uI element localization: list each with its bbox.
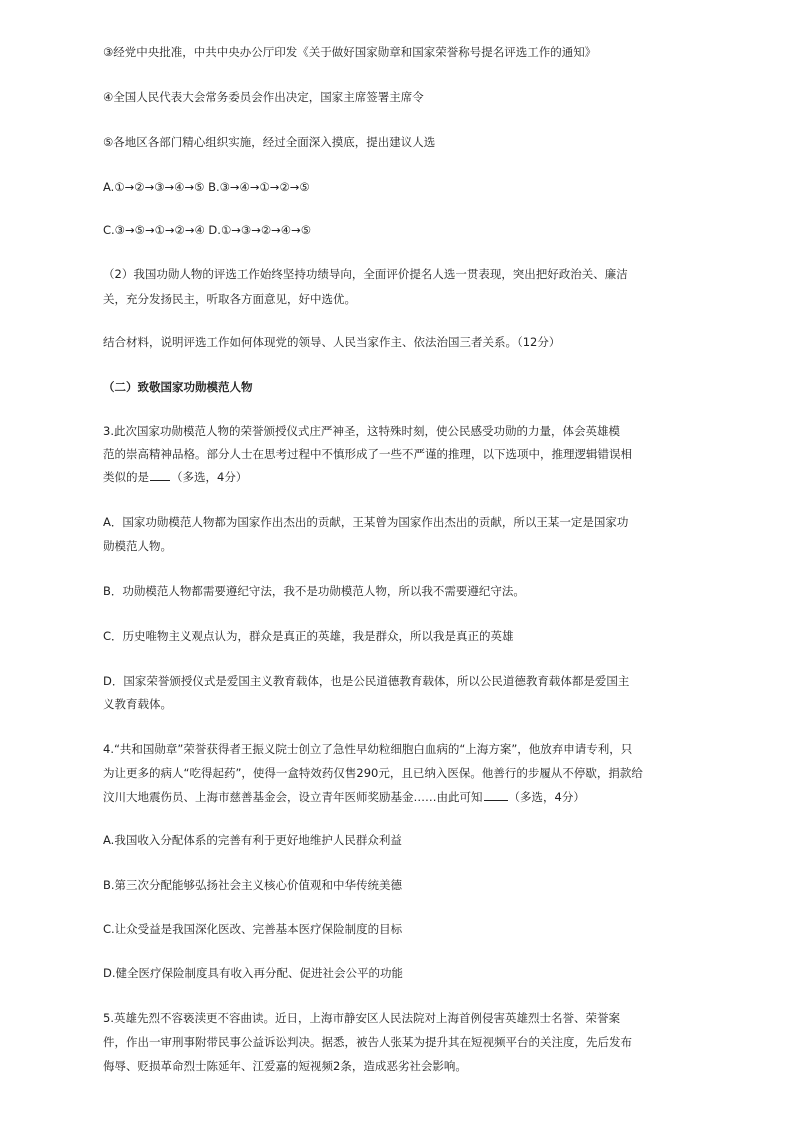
q3-stem-line-3 [103, 469, 703, 485]
q5-stem-line-1: 5.英雄先烈不容亵渎更不容曲读。近日，上海市静安区人民法院对上海首例侵害英雄烈士名誉、荣誉案 [103, 1011, 620, 1025]
answer-options-ab: A.①→②→③→④→⑤ B.③→④→①→②→⑤ [103, 180, 310, 194]
q3-option-d-line-2: 义教育载体。 [103, 697, 172, 711]
q4-option-a: A.我国收入分配体系的完善有利于更好地维护人民群众利益 [103, 833, 402, 847]
q4-stem-line-2: 为让更多的病人“吃得起药”，使得一盒特效药仅售290元，且已纳入医保。他善行的步履从不停歇，捐款给 [103, 766, 643, 780]
q4-option-d: D.健全医疗保险制度具有收入再分配、促进社会公平的功能 [103, 966, 404, 980]
option-item-5: ⑤各地区各部门精心组织实施，经过全面深入摸底，提出建议人选 [103, 135, 436, 149]
answer-options-cd: C.③→⑤→①→②→④ D.①→③→②→④→⑤ [103, 223, 312, 237]
q3-option-c: C．历史唯物主义观点认为，群众是真正的英雄，我是群众，所以我是真正的英雄 [103, 629, 514, 643]
q5-stem-line-3: 侮辱、贬损革命烈士陈延年、江爱嘉的短视频2条，造成恶劣社会影响。 [103, 1059, 467, 1073]
q4-stem-line-1: 4.“共和国勋章”荣誉获得者王振义院士创立了急性早幼粒细胞白血病的“上海方案”，他放弃申请专利，只 [103, 742, 633, 756]
q4-option-b: B.第三次分配能够弘扬社会主义核心价值观和中华传统美德 [103, 878, 403, 892]
q3-stem-text: 类似的是 [103, 470, 149, 484]
q2-material-line-2: 关，充分发扬民主，听取各方面意见，好中选优。 [103, 292, 356, 306]
q2-prompt: 结合材料，说明评选工作如何体现党的领导、人民当家作主、依法治国三者关系。（12分） [103, 335, 561, 349]
option-item-4: ④全国人民代表大会常务委员会作出决定，国家主席签署主席令 [103, 90, 424, 104]
q2-material-line-1: （2）我国功勋人物的评选工作始终坚持功绩导向，全面评价提名人选一贯表现，突出把好政治关、廉洁 [103, 267, 628, 281]
q3-option-a-line-1: A．国家功勋模范人物都为国家作出杰出的贡献，王某曾为国家作出杰出的贡献，所以王某一定是国家功 [103, 515, 629, 529]
q4-stem-note: （多选，4分） [508, 790, 585, 804]
q3-option-d-line-1: D．国家荣誉颁授仪式是爱国主义教育载体，也是公民道德教育载体，所以公民道德教育载体都是爱国主 [103, 674, 630, 688]
q5-stem-line-2: 件，作出一审刑事附带民事公益诉讼判决。据悉，被告人张某为提升其在短视频平台的关注度，先后发布 [103, 1035, 632, 1049]
q3-option-a-line-2: 勋模范人物。 [103, 539, 172, 553]
q3-stem-line-2: 范的崇高精神品格。部分人士在思考过程中不慎形成了一些不严谨的推理，以下选项中，推理逻辑错误相 [103, 447, 632, 461]
q4-option-c: C.让众受益是我国深化医改、完善基本医疗保险制度的目标 [103, 922, 403, 936]
answer-blank [484, 789, 508, 801]
q3-option-b: B．功勋模范人物都需要遵纪守法，我不是功勋模范人物，所以我不需要遵纪守法。 [103, 584, 525, 598]
answer-blank [150, 469, 170, 481]
q4-stem-text: 汶川大地震伤员、上海市慈善基金会，设立青年医师奖励基金……由此可知 [103, 790, 483, 804]
section-heading: （二）致敬国家功勋模范人物 [103, 380, 253, 394]
q4-stem-line-3 [103, 789, 703, 805]
option-item-3: ③经党中央批准，中共中央办公厅印发《关于做好国家勋章和国家荣誉称号提名评选工作的通知》 [103, 45, 597, 59]
q3-stem-line-1: 3.此次国家功勋模范人物的荣誉颁授仪式庄严神圣，这特殊时刻，使公民感受功勋的力量，体会英雄模 [103, 424, 620, 438]
q3-stem-note: （多选，4分） [171, 470, 248, 484]
